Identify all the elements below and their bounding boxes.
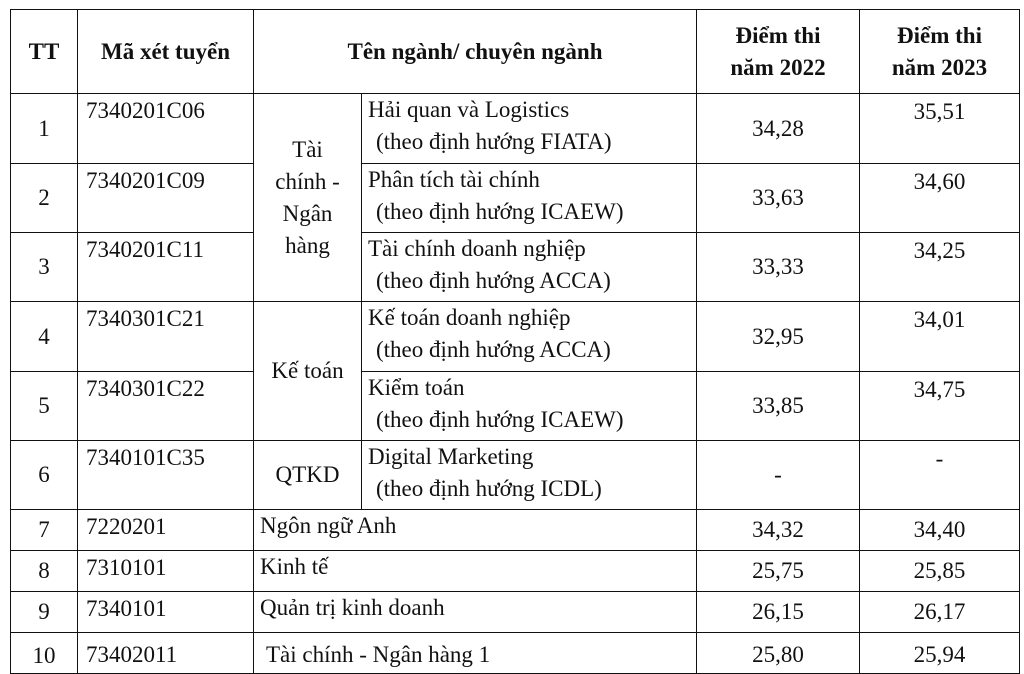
score-2022: 26,15: [697, 592, 860, 633]
score-2023: 26,17: [860, 592, 1020, 633]
specialization-name: Digital Marketing: [368, 444, 534, 469]
specialization-name: Tài chính doanh nghiệp: [368, 236, 586, 261]
group-finance-line: hàng: [285, 232, 330, 258]
admission-code: 7220201: [78, 510, 254, 551]
score-2023: 34,75: [860, 372, 1020, 441]
header-code: Mã xét tuyển: [78, 10, 254, 94]
table-row: [11, 441, 1020, 510]
specialization-orientation: (theo định hướng FIATA): [376, 129, 612, 154]
row-number: 6: [11, 441, 78, 510]
admission-scores-table: [10, 9, 1020, 674]
group-accounting: Kế toán: [254, 302, 362, 441]
group-finance-line: Ngân: [282, 200, 333, 226]
header-score-2022: [697, 10, 860, 94]
specialization: [362, 372, 697, 441]
specialization-name: Hải quan và Logistics: [368, 97, 570, 122]
row-number: 10: [11, 633, 78, 674]
table-row: [11, 633, 1020, 674]
score-2022: 25,80: [697, 633, 860, 674]
header-score-2023-line2: năm 2023: [891, 54, 988, 80]
admission-code: 7340101C35: [78, 441, 254, 510]
table-row: [11, 551, 1020, 592]
row-number: 4: [11, 302, 78, 372]
score-2023: 25,85: [860, 551, 1020, 592]
header-row: [11, 10, 1020, 94]
admission-code: 7340201C11: [78, 233, 254, 302]
score-2022: 25,75: [697, 551, 860, 592]
admission-code: 7340301C22: [78, 372, 254, 441]
score-2023: 35,51: [860, 94, 1020, 164]
table-row: [11, 233, 1020, 302]
group-finance-line: chính -: [275, 168, 340, 194]
score-2022: 34,28: [697, 94, 860, 164]
specialization-orientation: (theo định hướng ICDL): [376, 476, 602, 501]
major-name: Ngôn ngữ Anh: [254, 510, 697, 551]
specialization-orientation: (theo định hướng ACCA): [376, 268, 611, 293]
specialization: [362, 233, 697, 302]
major-name: Quản trị kinh doanh: [254, 592, 697, 633]
score-2022: 33,63: [697, 164, 860, 233]
specialization-orientation: (theo định hướng ICAEW): [376, 407, 624, 432]
score-2023: 34,60: [860, 164, 1020, 233]
score-2022: 33,33: [697, 233, 860, 302]
specialization-orientation: (theo định hướng ACCA): [376, 337, 611, 362]
header-tt: TT: [11, 10, 78, 94]
admission-code: 7340301C21: [78, 302, 254, 372]
header-score-2022-line2: năm 2022: [730, 54, 826, 80]
admission-code: 7340201C06: [78, 94, 254, 164]
table-row: [11, 164, 1020, 233]
row-number: 3: [11, 233, 78, 302]
score-2023: 34,25: [860, 233, 1020, 302]
row-number: 7: [11, 510, 78, 551]
row-number: 5: [11, 372, 78, 441]
specialization-name: Kiểm toán: [368, 375, 465, 400]
table-row: [11, 592, 1020, 633]
row-number: 9: [11, 592, 78, 633]
specialization: [362, 94, 697, 164]
group-finance: [254, 94, 362, 302]
major-name: Kinh tế: [254, 551, 697, 592]
major-name: Tài chính - Ngân hàng 1: [254, 633, 697, 674]
specialization-orientation: (theo định hướng ICAEW): [376, 199, 624, 224]
score-2023: 25,94: [860, 633, 1020, 674]
table-row: [11, 302, 1020, 372]
table-row: [11, 510, 1020, 551]
row-number: 1: [11, 94, 78, 164]
header-score-2023-line1: Điểm thi: [897, 22, 982, 48]
table-row: [11, 94, 1020, 164]
row-number: 2: [11, 164, 78, 233]
header-score-2022-line1: Điểm thi: [735, 22, 821, 48]
score-2023: -: [860, 441, 1020, 510]
specialization-name: Kế toán doanh nghiệp: [368, 305, 571, 330]
score-2022: 32,95: [697, 302, 860, 372]
score-2022: 34,32: [697, 510, 860, 551]
header-score-2023: [860, 10, 1020, 94]
table-row: [11, 372, 1020, 441]
admission-code: 73402011: [78, 633, 254, 674]
specialization: [362, 441, 697, 510]
admission-code: 7340201C09: [78, 164, 254, 233]
group-qtkd: QTKD: [254, 441, 362, 510]
row-number: 8: [11, 551, 78, 592]
score-2023: 34,01: [860, 302, 1020, 372]
admission-code: 7310101: [78, 551, 254, 592]
admission-code: 7340101: [78, 592, 254, 633]
specialization: [362, 164, 697, 233]
group-finance-line: Tài: [292, 136, 323, 162]
score-2022: 33,85: [697, 372, 860, 441]
specialization: [362, 302, 697, 372]
score-2022: -: [697, 441, 860, 510]
header-major: Tên ngành/ chuyên ngành: [254, 10, 697, 94]
score-2023: 34,40: [860, 510, 1020, 551]
specialization-name: Phân tích tài chính: [368, 167, 540, 192]
